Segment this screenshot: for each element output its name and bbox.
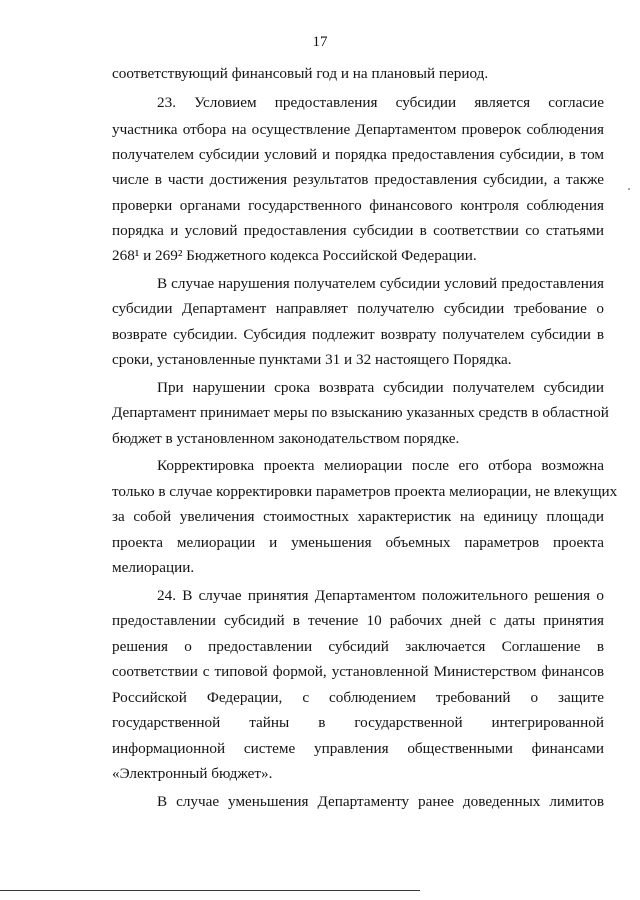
text-line: Корректировка проекта мелиорации после его отбора возможна bbox=[157, 457, 604, 474]
text-line: «Электронный бюджет». bbox=[112, 765, 273, 782]
bottom-rule bbox=[0, 890, 420, 891]
text-line: порядка и условий предоставления субсидии в соответствии со статьями bbox=[112, 222, 604, 239]
text-line: 23. Условием предоставления субсидии является согласие bbox=[157, 94, 604, 111]
text-line: Департамент принимает меры по взысканию указанных средств в областной bbox=[112, 404, 609, 421]
text-line: только в случае корректировки параметров проекта мелиорации, не влекущих bbox=[112, 483, 618, 500]
text-line: 268¹ и 269² Бюджетного кодекса Российской Федерации. bbox=[112, 247, 477, 264]
text-line: информационной системе управления общественными финансами bbox=[112, 740, 604, 757]
text-line: за собой увеличения стоимостных характеристик на единицу площади bbox=[112, 508, 604, 525]
text-line: участника отбора на осуществление Департаментом проверок соблюдения bbox=[112, 121, 604, 138]
text-line: В случае уменьшения Департаменту ранее доведенных лимитов bbox=[157, 793, 604, 810]
text-line: проверки органами государственного финансового контроля соблюдения bbox=[112, 197, 604, 214]
text-line: соответствующий финансовый год и на плановый период. bbox=[112, 65, 489, 82]
page-number: 17 bbox=[312, 34, 328, 50]
text-line: субсидии Департамент направляет получателю субсидии требование о bbox=[112, 300, 604, 317]
text-line: получателем субсидии условий и порядка предоставления субсидии, в том bbox=[112, 146, 604, 163]
text-line: государственной тайны в государственной интегрированной bbox=[112, 714, 604, 731]
text-line: решения о предоставлении субсидий заключается Соглашение в bbox=[112, 638, 604, 655]
text-line: возврате субсидии. Субсидия подлежит возврату получателем субсидии в bbox=[112, 326, 604, 343]
text-line: соответствии с типовой формой, установленной Министерством финансов bbox=[112, 663, 604, 680]
text-line: 24. В случае принятия Департаментом положительного решения о bbox=[157, 587, 604, 604]
text-line: сроки, установленные пунктами 31 и 32 настоящего Порядка. bbox=[112, 351, 512, 368]
text-line: бюджет в установленном законодательством порядке. bbox=[112, 430, 460, 447]
text-line: проекта мелиорации и уменьшения объемных параметров проекта bbox=[112, 534, 604, 551]
text-line: мелиорации. bbox=[112, 559, 195, 576]
text-line: Российской Федерации, с соблюдением требований о защите bbox=[112, 689, 604, 706]
text-line: числе в части достижения результатов предоставления субсидии, а также bbox=[112, 171, 604, 188]
scan-speck bbox=[628, 188, 630, 190]
text-line: предоставлении субсидий в течение 10 рабочих дней с даты принятия bbox=[112, 612, 604, 629]
text-line: В случае нарушения получателем субсидии условий предоставления bbox=[157, 275, 604, 292]
text-line: При нарушении срока возврата субсидии получателем субсидии bbox=[157, 379, 604, 396]
